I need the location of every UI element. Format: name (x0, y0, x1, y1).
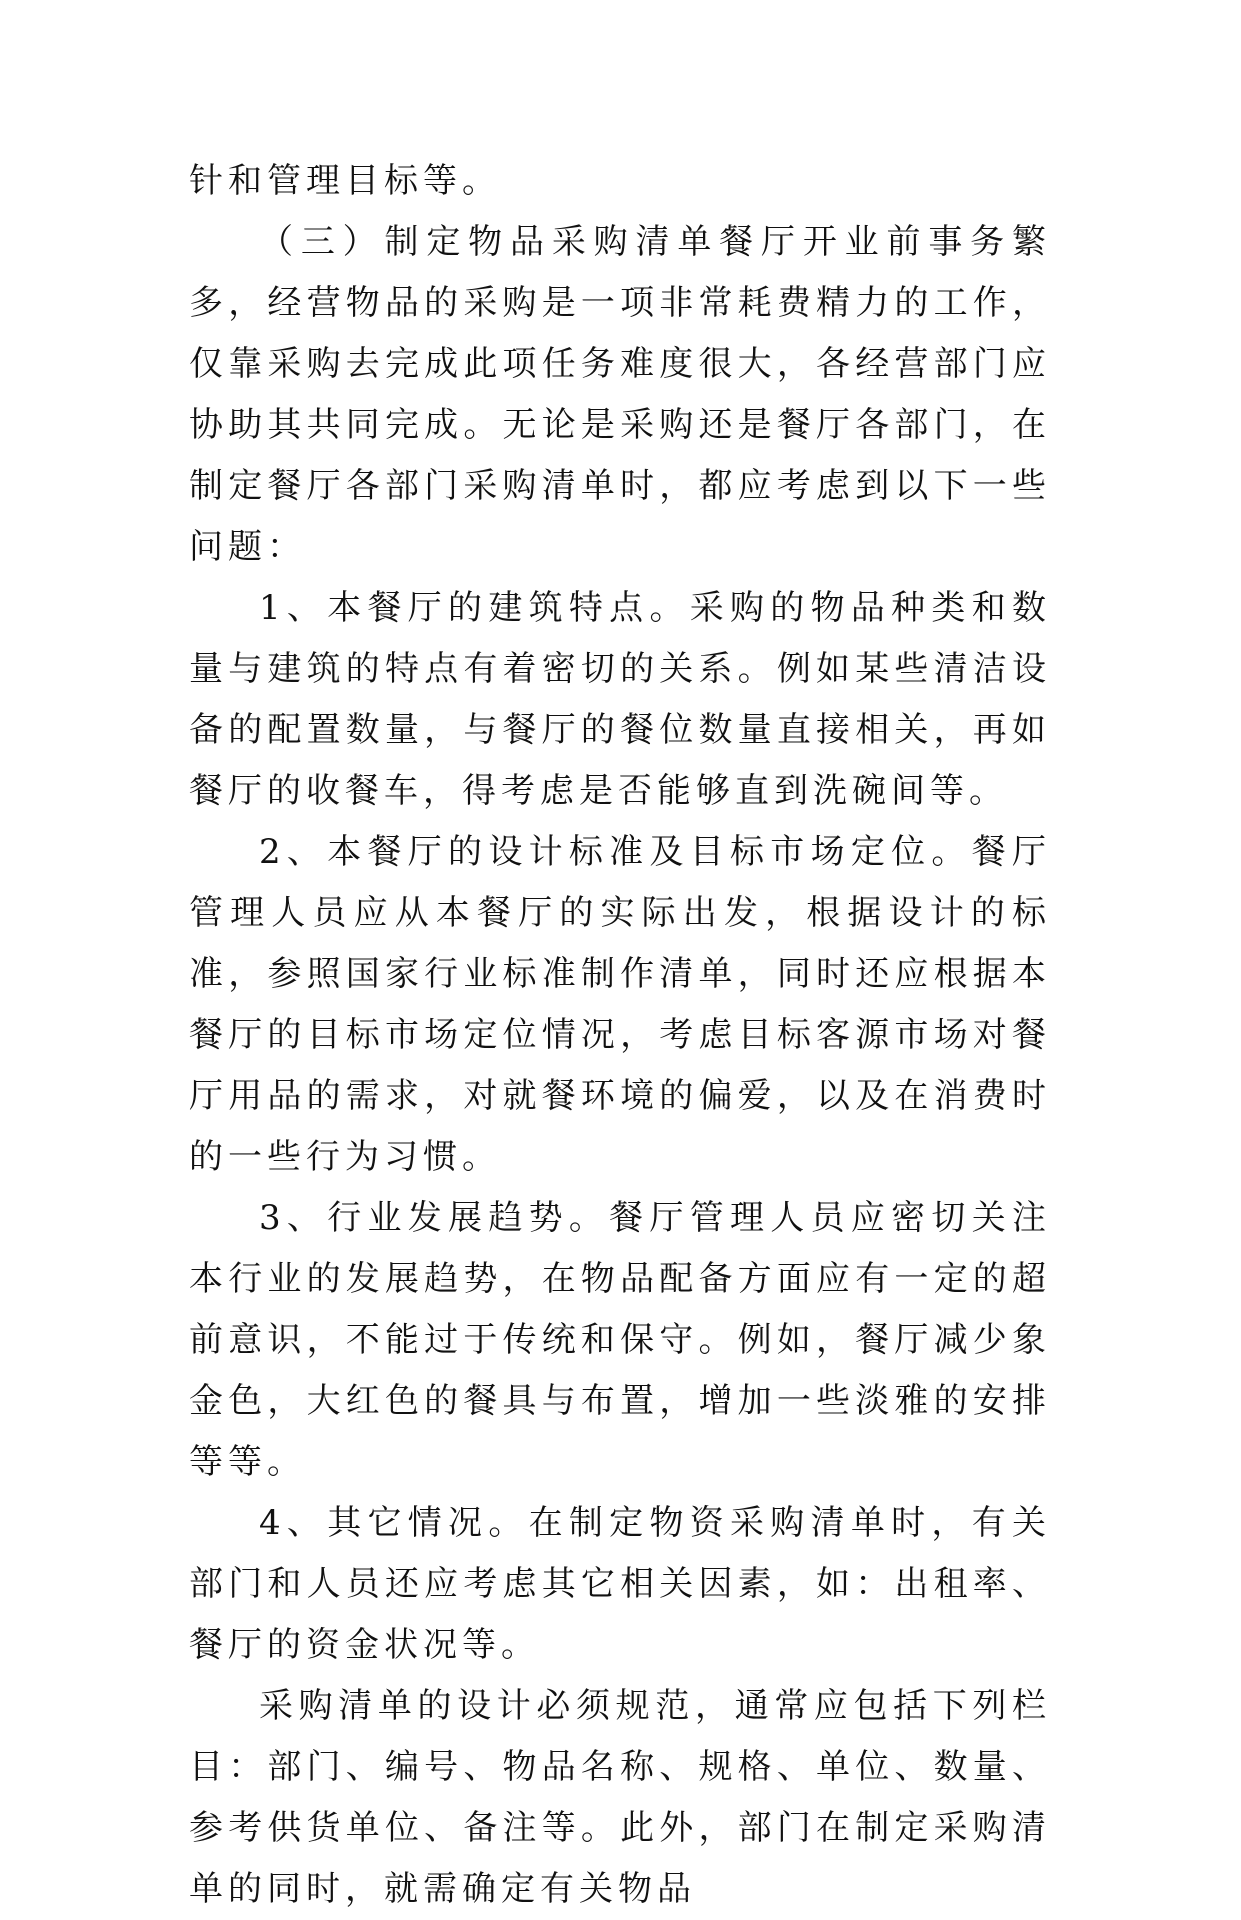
paragraph-section-three: （三）制定物品采购清单餐厅开业前事务繁多，经营物品的采购是一项非常耗费精力的工作，仅靠采购去完成此项任务难度很大，各经营部门应协助其共同完成。无论是采购还是餐厅各部门，在制定餐厅各部门采购清单时，都应考虑到以下一些问题： (189, 222, 1051, 567)
paragraph-item-4: 4、其它情况。在制定物资采购清单时，有关部门和人员还应考虑其它相关因素，如：出租率、餐厅的资金状况等。 (189, 1503, 1051, 1665)
paragraph-purchase-list: 采购清单的设计必须规范，通常应包括下列栏目：部门、编号、物品名称、规格、单位、数量、参考供货单位、备注等。此外，部门在制定采购清单的同时，就需确定有关物品 (189, 1686, 1051, 1909)
body-text (189, 151, 1051, 1920)
paragraph-item-2: 2、本餐厅的设计标准及目标市场定位。餐厅管理人员应从本餐厅的实际出发，根据设计的标准，参照国家行业标准制作清单，同时还应根据本餐厅的目标市场定位情况，考虑目标客源市场对餐厅用品的需求，对就餐环境的偏爱，以及在消费时的一些行为习惯。 (189, 832, 1051, 1177)
paragraph-item-1: 1、本餐厅的建筑特点。采购的物品种类和数量与建筑的特点有着密切的关系。例如某些清洁设备的配置数量，与餐厅的餐位数量直接相关，再如餐厅的收餐车，得考虑是否能够直到洗碗间等。 (189, 588, 1051, 811)
paragraph-continuation: 针和管理目标等。 (189, 161, 501, 201)
paragraph-item-3: 3、行业发展趋势。餐厅管理人员应密切关注本行业的发展趋势，在物品配备方面应有一定的超前意识，不能过于传统和保守。例如，餐厅减少象金色，大红色的餐具与布置，增加一些淡雅的安排等等。 (189, 1198, 1051, 1482)
